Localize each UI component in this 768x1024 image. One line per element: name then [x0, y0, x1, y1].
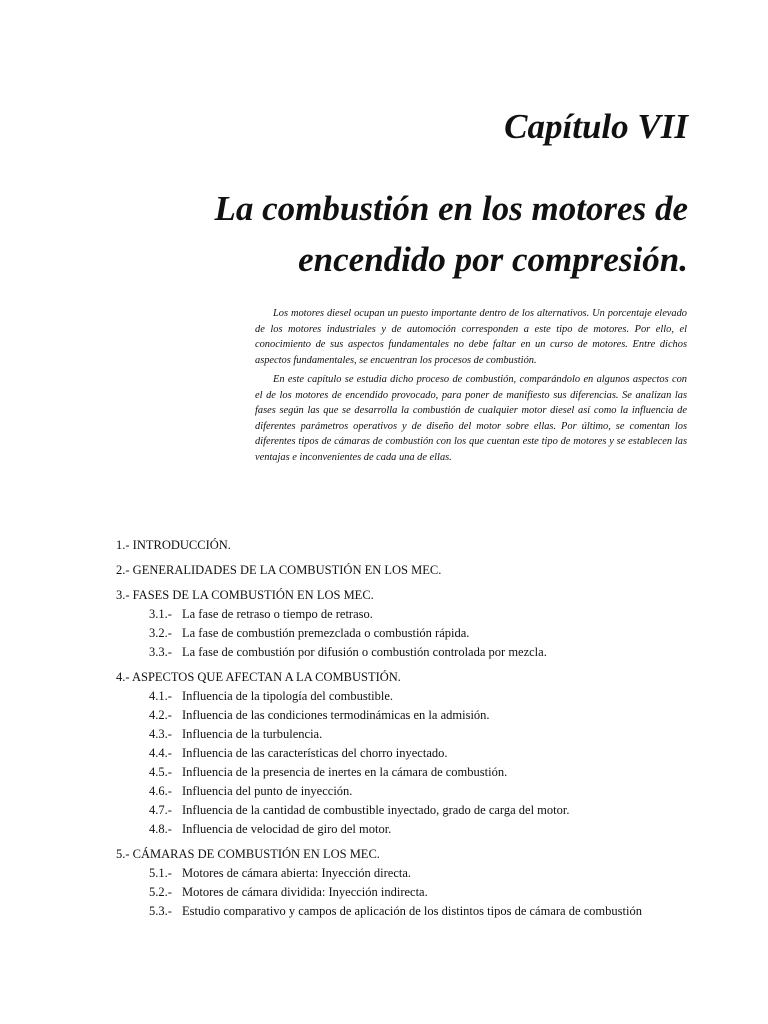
toc-subitem-number: 4.4.-: [149, 746, 172, 760]
toc-subitem: [116, 883, 688, 902]
toc-subitem-number: 5.1.-: [149, 866, 172, 880]
toc-subitem-number: 4.3.-: [149, 727, 172, 741]
toc-subitem-number: 4.5.-: [149, 765, 172, 779]
chapter-abstract: [255, 306, 687, 469]
toc-subitem-number: 4.1.-: [149, 689, 172, 703]
toc-subitem: [116, 687, 688, 706]
toc-subitem: [116, 605, 688, 624]
toc-subitem-text: Influencia de las características del chorro inyectado.: [182, 746, 448, 760]
abstract-paragraph: En este capítulo se estudia dicho proceso de combustión, comparándolo en algunos aspectos con el de los motores de encendido provocado, para poner de manifiesto sus diferencias. Se analizan las fases según las que se desarrolla la combustión de cualquier motor diesel así como la influencia de diferentes parámetros operativos y de diseño del motor sobre ellas. Por último, se comentan los diferentes tipos de cámaras de combustión con los que cuentan este tipo de motores y se establecen las ventajas e inconvenientes de cada una de ellas.: [255, 374, 687, 463]
toc-subitem-number: 3.1.-: [149, 607, 172, 621]
toc-section-label: 5.- CÁMARAS DE COMBUSTIÓN EN LOS MEC.: [116, 847, 380, 861]
toc-subitem-number: 5.2.-: [149, 885, 172, 899]
toc-subitem-number: 3.2.-: [149, 626, 172, 640]
toc-subitem-text: La fase de combustión premezclada o combustión rápida.: [182, 626, 470, 640]
toc-subitem-text: Influencia de las condiciones termodinámicas en la admisión.: [182, 708, 490, 722]
toc-subitem: [116, 763, 688, 782]
toc-subitem-text: Influencia del punto de inyección.: [182, 784, 353, 798]
toc-subitem-text: Influencia de la presencia de inertes en la cámara de combustión.: [182, 765, 508, 779]
toc-section-label: 3.- FASES DE LA COMBUSTIÓN EN LOS MEC.: [116, 588, 374, 602]
toc-subitem: [116, 902, 688, 921]
toc-section-3: [116, 586, 688, 662]
toc-subitem-text: Motores de cámara dividida: Inyección indirecta.: [182, 885, 428, 899]
toc-subitem-text: Influencia de la tipología del combustible.: [182, 689, 394, 703]
toc-section-1: [116, 536, 688, 555]
toc-subitem-number: 4.2.-: [149, 708, 172, 722]
toc-subitem-text: Estudio comparativo y campos de aplicación de los distintos tipos de cámara de combustión: [182, 904, 642, 918]
toc-subitem: [116, 782, 688, 801]
toc-subitem-number: 5.3.-: [149, 904, 172, 918]
toc-subitem-number: 4.7.-: [149, 803, 172, 817]
toc-subitem: [116, 744, 688, 763]
toc-section-2: [116, 561, 688, 580]
toc-subitem: [116, 801, 688, 820]
chapter-title: La combustión en los motores de encendido por compresión.: [214, 189, 688, 279]
toc-section-4: [116, 668, 688, 839]
toc-subitem-number: 3.3.-: [149, 645, 172, 659]
toc-section-label: 4.- ASPECTOS QUE AFECTAN A LA COMBUSTIÓN.: [116, 670, 401, 684]
toc-subitem-text: Influencia de la turbulencia.: [182, 727, 323, 741]
toc-subitem-number: 4.8.-: [149, 822, 172, 836]
abstract-paragraph: Los motores diesel ocupan un puesto importante dentro de los alternativos. Un porcentaje elevado de los motores industriales y de automoción corresponden a este tipo de motores. Por ello, el conocimiento de sus aspectos fundamentales no debe faltar en un curso de motores. Entre dichos aspectos fundamentales, se encuentran los procesos de combustión.: [255, 308, 687, 366]
toc-subitem-text: La fase de retraso o tiempo de retraso.: [182, 607, 373, 621]
toc-subitem: [116, 864, 688, 883]
toc-subitem-text: La fase de combustión por difusión o combustión controlada por mezcla.: [182, 645, 547, 659]
toc-subitem: [116, 624, 688, 643]
toc-subitem-text: Influencia de la cantidad de combustible inyectado, grado de carga del motor.: [182, 803, 570, 817]
toc-subitem: [116, 820, 688, 839]
toc-subitem-text: Influencia de velocidad de giro del motor.: [182, 822, 392, 836]
toc-section-label: 2.- GENERALIDADES DE LA COMBUSTIÓN EN LOS MEC.: [116, 563, 442, 577]
toc-subitem-number: 4.6.-: [149, 784, 172, 798]
toc-subitem: [116, 706, 688, 725]
toc-section-5: [116, 845, 688, 921]
toc-subitem: [116, 725, 688, 744]
table-of-contents: [116, 536, 688, 927]
chapter-heading: Capítulo VII: [504, 107, 688, 146]
toc-section-label: 1.- INTRODUCCIÓN.: [116, 538, 231, 552]
toc-subitem: [116, 643, 688, 662]
toc-subitem-text: Motores de cámara abierta: Inyección directa.: [182, 866, 412, 880]
